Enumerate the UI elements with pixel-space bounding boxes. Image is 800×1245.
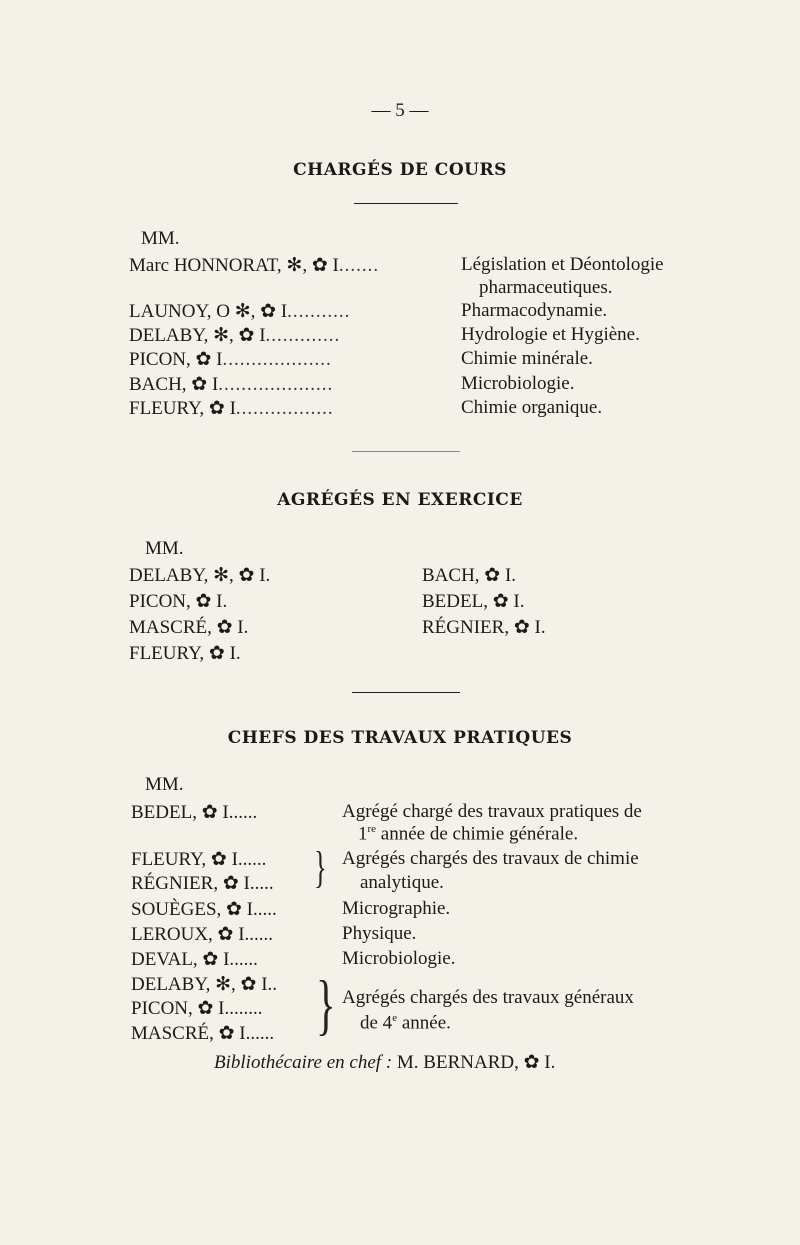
chef-name-bedel: BEDEL, ✿ I...... — [131, 802, 258, 823]
mm-label: MM. — [145, 774, 184, 795]
chef-subject-bedel: Agrégé chargé des travaux pratiques de — [342, 801, 642, 822]
section-title-agreges: AGRÉGÉS EN EXERCICE — [277, 490, 523, 510]
bibliothecaire-line — [214, 1051, 555, 1074]
chef-subject-bedel-cont: 1re année de chimie générale. — [358, 823, 579, 845]
section-title-charges: CHARGÉS DE COURS — [293, 160, 507, 180]
chef-name-leroux: LEROUX, ✿ I...... — [131, 924, 274, 945]
chef-subject-deval: Microbiologie. — [342, 948, 456, 969]
charge-subject-honnorat-cont: pharmaceutiques. — [479, 277, 613, 298]
charge-subject-picon: Chimie minérale. — [461, 348, 593, 369]
section-title-chefs: CHEFS DES TRAVAUX PRATIQUES — [227, 728, 573, 748]
charge-subject-delaby: Hydrologie et Hygiène. — [461, 324, 640, 345]
chef-subject-generaux: Agrégés chargés des travaux généraux — [342, 987, 634, 1008]
chef-name-picon: PICON, ✿ I........ — [131, 998, 263, 1019]
agrege-right-1: BEDEL, ✿ I. — [422, 591, 525, 612]
brace: } — [314, 843, 327, 892]
charge-name-picon: PICON, ✿ I................... — [129, 349, 332, 370]
charge-subject-fleury: Chimie organique. — [461, 397, 603, 418]
mm-label: MM. — [141, 228, 180, 249]
agrege-left-0: DELABY, ✻, ✿ I. — [129, 565, 271, 586]
chef-subject-analytique: Agrégés chargés des travaux de chimie — [342, 848, 639, 869]
agrege-right-0: BACH, ✿ I. — [422, 565, 517, 586]
charge-subject-launoy: Pharmacodynamie. — [461, 300, 608, 321]
charge-name-launoy: LAUNOY, O ✻, ✿ I........... — [129, 301, 351, 322]
agrege-left-2: MASCRÉ, ✿ I. — [129, 617, 249, 638]
chef-subject-generaux-cont: de 4e année. — [360, 1012, 451, 1034]
bibliothecaire-label: Bibliothécaire en chef : — [214, 1052, 393, 1073]
chef-subject-souegees: Micrographie. — [342, 898, 451, 919]
chef-name-deval: DEVAL, ✿ I...... — [131, 949, 258, 970]
chef-name-regnier: RÉGNIER, ✿ I..... — [131, 873, 274, 894]
chef-name-delaby: DELABY, ✻, ✿ I.. — [131, 974, 278, 995]
charge-name-bach: BACH, ✿ I.................... — [129, 374, 334, 395]
agrege-left-3: FLEURY, ✿ I. — [129, 643, 241, 664]
charge-name-honnorat: Marc HONNORAT, ✻, ✿ I....... — [129, 255, 380, 276]
chef-subject-leroux: Physique. — [342, 923, 417, 944]
charge-name-delaby: DELABY, ✻, ✿ I............. — [129, 325, 341, 346]
divider — [354, 203, 458, 204]
chef-name-fleury: FLEURY, ✿ I...... — [131, 849, 267, 870]
chef-subject-analytique-cont: analytique. — [360, 872, 444, 893]
charge-subject-bach: Microbiologie. — [461, 373, 575, 394]
bibliothecaire-name: M. BERNARD, ✿ I. — [396, 1052, 556, 1073]
brace: } — [316, 966, 336, 1042]
mm-label: MM. — [145, 538, 184, 559]
agrege-right-2: RÉGNIER, ✿ I. — [422, 617, 546, 638]
charge-name-fleury: FLEURY, ✿ I................. — [129, 398, 334, 419]
chef-name-souegees: SOUÈGES, ✿ I..... — [131, 899, 277, 920]
agrege-left-1: PICON, ✿ I. — [129, 591, 228, 612]
chef-name-mascre: MASCRÉ, ✿ I...... — [131, 1023, 275, 1044]
charge-subject-honnorat: Législation et Déontologie — [461, 254, 664, 275]
divider — [352, 692, 460, 693]
page-number: — 5 — — [371, 100, 429, 121]
divider — [352, 451, 460, 452]
